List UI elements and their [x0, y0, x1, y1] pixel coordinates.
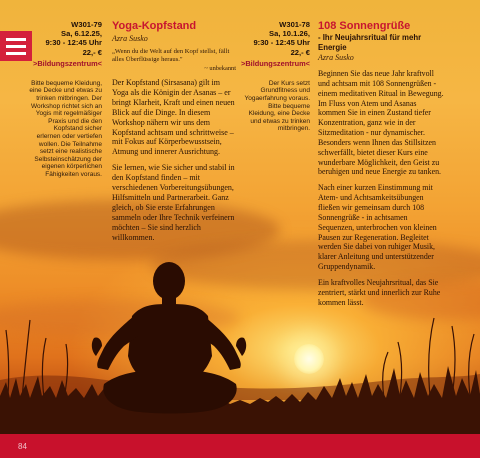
- article-subtitle: - Ihr Neujahrsritual für mehr Energie: [318, 33, 422, 52]
- page-footer: [0, 434, 480, 458]
- article-author: Azra Susko: [318, 53, 354, 62]
- course-price: 22,- €: [82, 47, 102, 57]
- article-sonnengruesse: [318, 20, 444, 307]
- quote-source: ~ unbekannt: [204, 65, 236, 72]
- course-price: 22,- €: [290, 47, 310, 57]
- course-meta-right: [240, 20, 310, 133]
- course-code: W301-78: [279, 20, 310, 29]
- course-meta-left: [28, 20, 102, 179]
- course-requirements: Der Kurs setzt Grundfitness und Yogaerfahrung voraus. Bitte bequeme Kleidung, eine Decke und etwas zu trinken mitbringen.: [244, 79, 310, 133]
- article-author: Azra Susko: [112, 34, 148, 43]
- menu-bar: [6, 38, 26, 41]
- menu-bar: [6, 52, 26, 55]
- article-yoga-kopfstand: [112, 20, 236, 243]
- article-quote: „Wenn du die Welt auf den Kopf stellst, fällt alles Überflüssige heraus.": [112, 48, 230, 63]
- menu-bar: [6, 45, 26, 48]
- article-paragraph: Der Kopfstand (Sirsasana) gilt im Yoga als die Königin der Asanas – er bringt Klarheit, Kraft und einen neuen Blick auf die Dinge. In diesem Workshop nähern wir uns dem Kopfstand achtsam und schrittweise – mit Fokus auf Körperbewusstsein, Atmung und innerer Ausrichtung.: [112, 78, 235, 157]
- course-date: Sa, 10.1.26,: [269, 29, 310, 39]
- article-paragraph: Ein kraftvolles Neujahrsritual, das Sie zentriert, stärkt und innerlich zur Ruhe kommen lässt.: [318, 277, 441, 307]
- course-time: 9:30 - 12:45 Uhr: [253, 38, 310, 48]
- registration-link[interactable]: >Bildungszentrum<: [241, 58, 310, 68]
- article-title: 108 Sonnengrüße: [318, 20, 411, 32]
- course-date: Sa, 6.12.25,: [61, 29, 102, 39]
- page-number: 84: [18, 442, 27, 451]
- registration-link[interactable]: >Bildungszentrum<: [33, 58, 102, 68]
- article-title: Yoga-Kopfstand: [112, 20, 197, 32]
- course-requirements: Bitte bequeme Kleidung, eine Decke und etwas zu trinken mitbringen. Der Workshop richtet sich an Yogis mit regelmäßiger Praxis und die den Kopfstand sicher erlernen oder vertiefen wollen. Die Teilnahme setzt eine realistische Selbsteinschätzung der eigenen körperlichen Fähigkeiten voraus.: [29, 79, 102, 178]
- course-code: W301-79: [71, 20, 102, 29]
- course-time: 9:30 - 12:45 Uhr: [45, 38, 102, 48]
- article-paragraph: Sie lernen, wie Sie sicher und stabil in den Kopfstand finden – mit verschiedenen Vorbereitungsübungen, Hilfsmitteln und Partnerarbeit. Ganz gleich, ob Sie erste Erfahrungen sammeln oder Ihre Technik verfeinern möchten – Sie sind herzlich willkommen.: [112, 163, 235, 242]
- article-paragraph: Beginnen Sie das neue Jahr kraftvoll und achtsam mit 108 Sonnengrüßen - einem meditativen Ritual in Bewegung. Im Fluss von Atem und Asanas kommen Sie in einen Zustand tiefer Konzentration, ganz wie in der Sitzmeditation - nur dynamischer. Besonders wenn Ihnen das Stillsitzen schwerfällt, bietet dieser Kurs eine wunderbare Möglichkeit, den Geist zu beruhigen und neue Energie zu tanken.: [318, 69, 444, 177]
- article-paragraph: Nach einer kurzen Einstimmung mit Atem- und Achtsamkeitsübungen fließen wir gemeinsam durch 108 Sonnengrüße - in achtsamen Sequenzen, unterbrochen von kleinen Pausen zur Regeneration. Begleitet werden Sie dabei von ruhiger Musik, klarer Anleitung und unterstützender Gruppendynamik.: [318, 183, 437, 272]
